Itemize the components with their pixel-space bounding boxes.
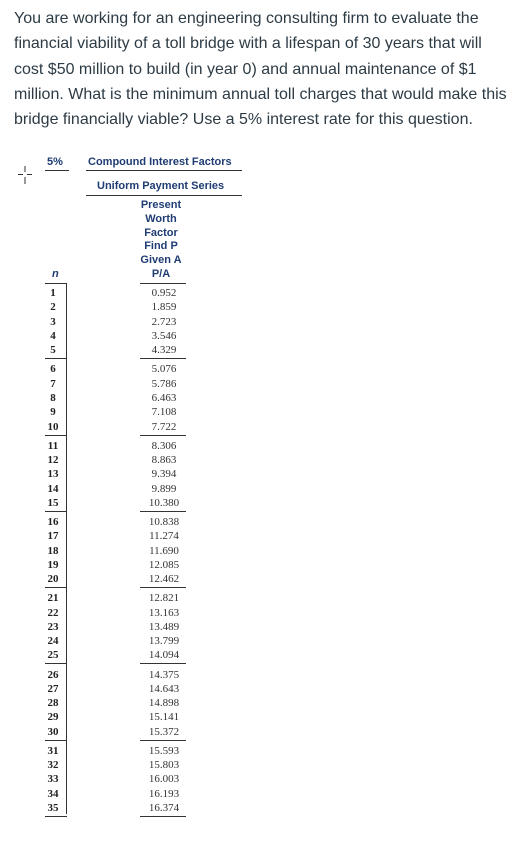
table-cell-pa: 0.952: [151, 287, 177, 299]
table-cell-pa: 5.786: [151, 377, 177, 390]
table-cell-pa: 4.329: [151, 344, 177, 357]
table-cell-n: 25: [47, 649, 59, 662]
table-cell-n: 22: [47, 606, 59, 619]
table-cell-n: 27: [47, 682, 59, 695]
table-cell-pa: 12.821: [148, 592, 180, 605]
table-cell-pa: 6.463: [151, 391, 177, 404]
table-cell-n: 9: [50, 406, 56, 419]
table-cell-n: 28: [47, 697, 59, 710]
table-cell-n: 32: [47, 759, 59, 772]
table-cell-pa: 9.899: [151, 482, 177, 495]
table-cell-pa: 5.076: [151, 363, 177, 376]
table-cell-n: 29: [47, 711, 59, 724]
group-rule-pa: [140, 511, 186, 512]
group-rule-pa: [140, 435, 186, 436]
table-cell-n: 7: [50, 377, 56, 390]
table-cell-n: 8: [50, 391, 56, 404]
table-cell-n: 5: [50, 344, 56, 357]
column-header-line: Find P: [144, 240, 178, 253]
table-cell-pa: 14.643: [148, 682, 180, 695]
table-cell-pa: 8.306: [151, 439, 177, 452]
table-cell-pa: 13.163: [148, 606, 180, 619]
table-cell-pa: 15.372: [148, 725, 180, 738]
table-cell-n: 33: [47, 773, 59, 786]
table-cell-pa: 7.108: [151, 406, 177, 419]
table-cell-pa: 14.898: [148, 697, 180, 710]
table-cell-pa: 13.489: [148, 620, 180, 633]
table-cell-n: 30: [47, 725, 59, 738]
column-header-n: n: [52, 268, 59, 280]
crosshair-icon: [18, 166, 32, 184]
compound-interest-table: [0, 150, 528, 830]
group-rule-pa: [140, 358, 186, 359]
interest-rate: 5%: [47, 156, 63, 168]
question-text: You are working for an engineering consulting firm to evaluate the financial viability of a toll bridge with a lifespan of 30 years that will cost $50 million to build (in year 0) and annual maintenance of $1 million. What is the minimum annual toll charges that would make this bridge financially viable? Use a 5% interest rate for this question.: [14, 10, 507, 129]
table-cell-n: 23: [47, 620, 59, 633]
group-rule-pa: [140, 587, 186, 588]
table-cell-pa: 15.803: [148, 759, 180, 772]
pa-header-rule: [140, 283, 186, 284]
subtitle-underline: [86, 195, 242, 196]
table-cell-pa: 12.462: [148, 573, 180, 586]
group-rule-n: [45, 740, 67, 741]
table-cell-pa: 1.859: [151, 301, 177, 314]
table-cell-pa: 12.085: [148, 558, 180, 571]
table-cell-n: 20: [47, 573, 59, 586]
table-cell-pa: 15.141: [148, 711, 180, 724]
n-header-rule: [45, 283, 67, 284]
group-rule-n: [45, 816, 67, 817]
column-divider: [66, 283, 67, 814]
group-rule-pa: [140, 663, 186, 664]
table-cell-pa: 11.690: [149, 544, 179, 557]
table-cell-n: 24: [47, 635, 59, 648]
column-header-line: Factor: [144, 226, 178, 239]
table-cell-pa: 16.193: [148, 787, 180, 800]
table-cell-n: 18: [47, 544, 59, 557]
table-cell-pa: 8.863: [151, 453, 177, 466]
column-header-line: Worth: [145, 212, 177, 225]
table-cell-pa: 14.375: [148, 668, 180, 681]
table-cell-n: 6: [50, 363, 56, 376]
group-rule-n: [45, 663, 67, 664]
table-cell-n: 35: [47, 802, 59, 814]
table-cell-pa: 10.380: [148, 496, 180, 509]
table-cell-n: 10: [47, 420, 59, 433]
table-cell-pa: 7.722: [151, 420, 177, 433]
group-rule-pa: [140, 816, 186, 817]
column-header-line: Given A: [140, 254, 182, 267]
group-rule-n: [45, 435, 67, 436]
table-cell-pa: 15.593: [148, 744, 180, 757]
table-cell-n: 17: [47, 530, 59, 543]
table-cell-n: 3: [50, 315, 56, 328]
table-cell-n: 2: [50, 301, 56, 314]
column-header-pa: [130, 199, 192, 282]
table-subtitle: Uniform Payment Series: [97, 180, 225, 192]
table-cell-pa: 13.799: [148, 635, 180, 648]
table-title: Compound Interest Factors: [88, 156, 232, 168]
table-cell-pa: 3.546: [151, 329, 177, 342]
table-cell-n: 4: [50, 329, 56, 342]
column-header-line: P/A: [151, 267, 171, 280]
group-rule-pa: [140, 740, 186, 741]
table-cell-pa: 9.394: [151, 468, 177, 481]
table-cell-n: 14: [47, 482, 59, 495]
table-cell-n: 19: [47, 558, 59, 571]
table-cell-n: 31: [47, 744, 59, 757]
table-cell-pa: 11.274: [149, 530, 179, 543]
table-cell-n: 15: [47, 496, 59, 509]
group-rule-n: [45, 587, 67, 588]
table-cell-n: 26: [47, 668, 59, 681]
group-rule-n: [45, 358, 67, 359]
table-cell-n: 12: [47, 453, 59, 466]
table-cell-pa: 16.003: [148, 773, 180, 786]
table-cell-n: 34: [47, 787, 59, 800]
rate-underline: [45, 170, 69, 171]
table-cell-n: 1: [50, 287, 56, 299]
table-cell-pa: 10.838: [148, 515, 180, 528]
column-header-line: Present: [140, 199, 182, 211]
table-cell-pa: 14.094: [148, 649, 180, 662]
table-cell-n: 13: [47, 468, 59, 481]
title-underline: [86, 170, 242, 171]
table-cell-n: 11: [47, 439, 59, 452]
table-cell-pa: 2.723: [151, 315, 177, 328]
group-rule-n: [45, 511, 67, 512]
table-cell-n: 21: [47, 592, 59, 605]
table-cell-pa: 16.374: [148, 802, 180, 814]
table-cell-n: 16: [47, 515, 59, 528]
